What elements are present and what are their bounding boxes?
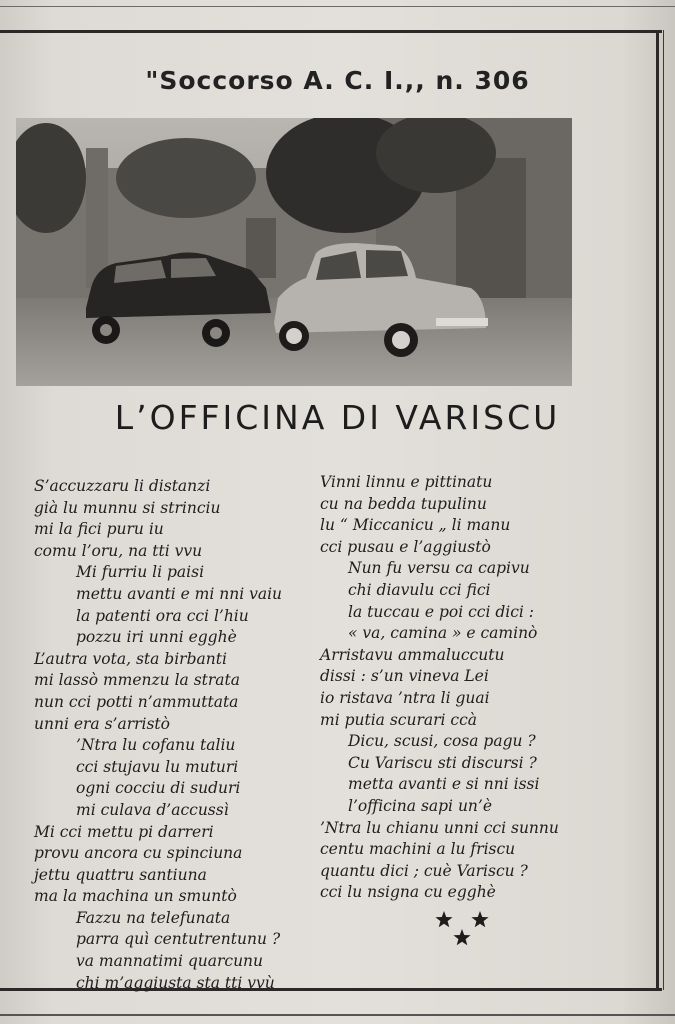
poem-line: ’Ntra lu chianu unni cci sunnu: [320, 818, 559, 837]
poem-line: già lu munnu si strinciu: [34, 498, 221, 517]
poem-line: dissi : s’un vineva Lei: [320, 667, 489, 686]
poem-line: va mannatimi quarcunu: [76, 952, 264, 971]
car-photo: [16, 118, 572, 386]
poem-column-left: [34, 476, 282, 994]
frame-border-right: [656, 30, 659, 990]
poem-line: cci lu nsigna cu egghè: [320, 883, 496, 902]
star-ornament: [432, 906, 502, 954]
poem-line: quantu dici ; cuè Variscu ?: [320, 861, 528, 880]
poem-line: ’Ntra lu cofanu taliu: [76, 736, 236, 755]
poem-line: mi lassò mmenzu la strata: [34, 671, 241, 690]
poem-line: mi culava d’accussì: [76, 800, 229, 819]
poem-line: Cu Variscu sti discursi ?: [348, 753, 537, 772]
poem-line: Vinni linnu e pittinatu: [320, 473, 493, 491]
poem-line: Mi cci mettu pi darreri: [34, 822, 214, 841]
poem-line: Arristavu ammaluccutu: [320, 645, 505, 664]
poem-line: la patenti ora cci l’hiu: [76, 606, 249, 625]
poem-line: cu na bedda tupulinu: [320, 494, 487, 513]
poem-line: nun cci potti n’ammuttata: [34, 692, 239, 711]
poem-line: provu ancora cu spinciuna: [34, 844, 243, 863]
poem-line: l’officina sapi un’è: [348, 796, 493, 815]
poem-line: cci stujavu lu muturi: [76, 757, 239, 776]
poem-line: mettu avanti e mi nni vaiu: [76, 584, 283, 603]
poem-line: ogni cocciu di suduri: [76, 779, 241, 798]
frame-line-bottom: [0, 1014, 675, 1016]
star-icon: [435, 911, 452, 927]
poem-line: cci pusau e l’aggiustò: [320, 537, 491, 556]
poem-line: la tuccau e poi cci dici :: [348, 602, 534, 621]
poem-line: L’autra vota, sta birbanti: [34, 649, 227, 668]
poem-line: chi diavulu cci fici: [348, 580, 491, 599]
poem-line: Nun fu versu ca capivu: [348, 559, 530, 578]
poem-line: Dicu, scusi, cosa pagu ?: [348, 732, 536, 751]
poem-line: Fazzu na telefunata: [76, 908, 231, 927]
poem-line: jettu quattru santiuna: [34, 865, 207, 884]
poem-line: pozzu iri unni egghè: [76, 628, 237, 647]
frame-line: [0, 6, 675, 7]
poem-line: unni era s’arristò: [34, 714, 170, 733]
frame-border-top: [0, 30, 662, 33]
frame-border-right-inner: [663, 30, 664, 990]
poem-line: mi la fici puru iu: [34, 520, 164, 539]
poem-line: chi m’aggiusta sta tti vvù: [76, 973, 275, 992]
page-header: "Soccorso A. C. I.,, n. 306: [145, 66, 530, 95]
poem-column-right: [320, 472, 559, 904]
poem-line: lu “ Miccanicu „ li manu: [320, 516, 511, 535]
poem-line: mi putia scurari ccà: [320, 710, 478, 729]
poem-line: ma la machina un smuntò: [34, 887, 237, 906]
poem-line: metta avanti e si nni issi: [348, 775, 540, 794]
star-icon: [471, 911, 488, 927]
star-icon: [453, 929, 470, 945]
poem-line: comu l’oru, na tti vvu: [34, 541, 203, 560]
poem-line: io ristava ’ntra li guai: [320, 688, 490, 707]
poem-line: parra quì centutrentunu ?: [76, 930, 281, 949]
poem-line: « va, camina » e caminò: [348, 624, 538, 643]
poem-line: Mi furriu li paisi: [76, 563, 205, 582]
poem-title: L’OFFICINA DI VARISCU: [114, 398, 561, 437]
poem-line: centu machini a lu friscu: [320, 840, 516, 859]
poem-line: S’accuzzaru li distanzi: [34, 477, 211, 495]
